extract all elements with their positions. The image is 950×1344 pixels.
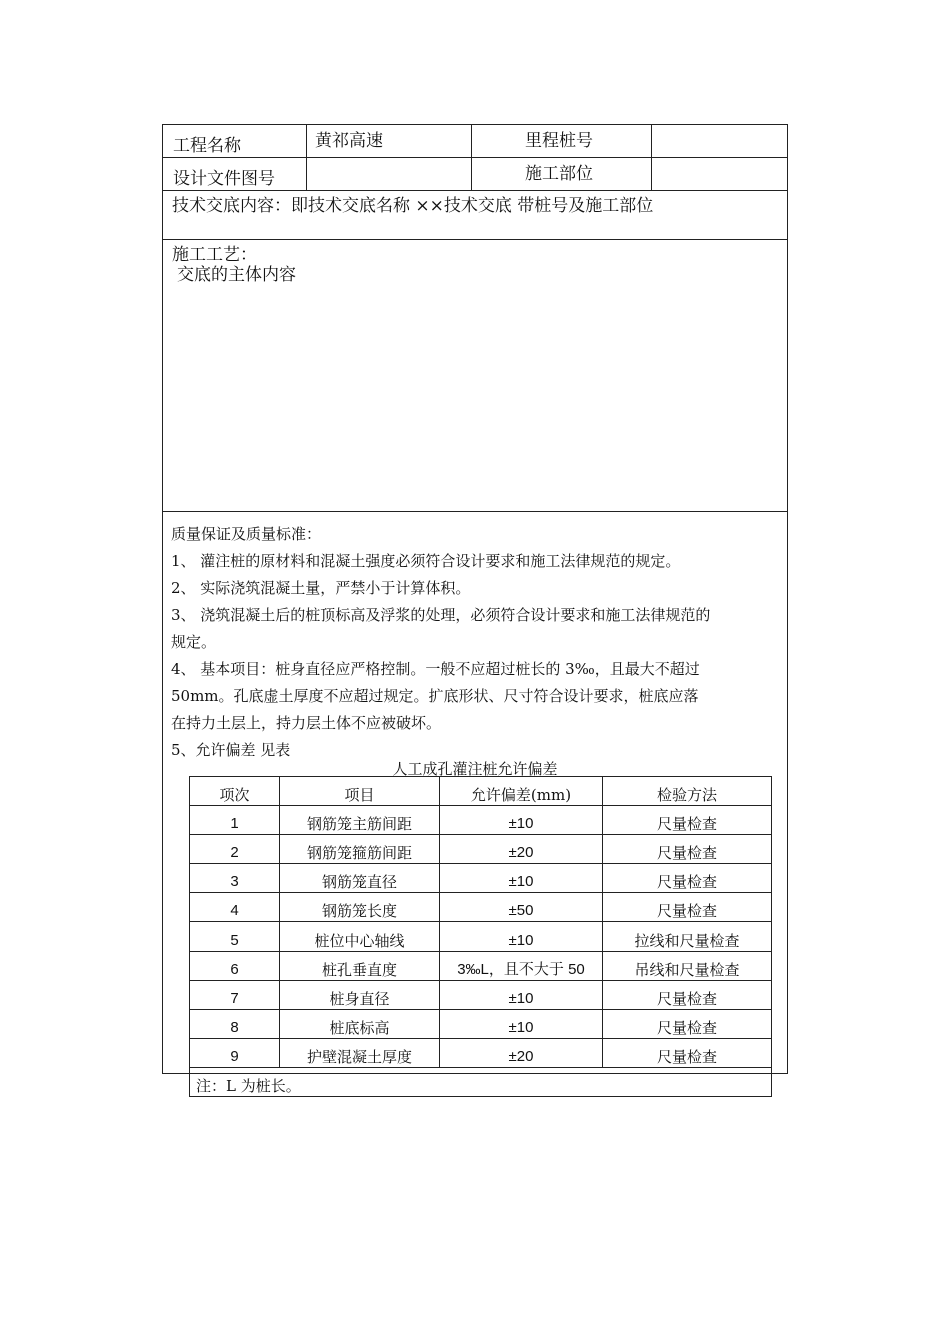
table-cell: 尺量检查 [603, 893, 772, 922]
project-name-value-cell [307, 125, 472, 157]
quality-line: 50mm。孔底虚土厚度不应超过规定。扩底形状、尺寸符合设计要求，桩底应落 [171, 687, 699, 705]
table-cell: 尺量检查 [603, 1038, 772, 1067]
table-cell: ±10 [440, 1009, 603, 1038]
table-row [190, 835, 772, 864]
table-row [190, 980, 772, 1009]
table-cell: ±10 [440, 864, 603, 893]
mileage-value-cell [652, 125, 787, 157]
table-note: 注：L 为桩长。 [190, 1067, 772, 1096]
mileage-label: 里程桩号 [525, 131, 593, 151]
quality-line: 规定。 [171, 633, 217, 651]
table-cell: 2 [190, 835, 280, 864]
quality-line: 4、 基本项目：桩身直径应严格控制。一般不应超过桩长的 3‰，且最大不超过 [171, 660, 700, 678]
quality-line: 1、 灌注桩的原材料和混凝土强度必须符合设计要求和施工法律规范的规定。 [171, 552, 681, 570]
table-row [190, 864, 772, 893]
project-name-value: 黄祁高速 [315, 131, 383, 151]
table-row [190, 951, 772, 980]
table-cell: 桩位中心轴线 [280, 922, 440, 951]
drawing-label-cell [163, 158, 307, 190]
table-cell: 钢筋笼箍筋间距 [280, 835, 440, 864]
header-row-1 [163, 125, 787, 158]
table-header-cell: 项目 [280, 777, 440, 806]
table-header-row [190, 777, 772, 806]
table-note-row [190, 1067, 772, 1096]
process-body: 交底的主体内容 [177, 265, 296, 285]
table-cell: 6 [190, 951, 280, 980]
disclosure-content-line: 技术交底内容：即技术交底名称 ××技术交底 带桩号及施工部位 [172, 196, 654, 216]
table-cell: 尺量检查 [603, 806, 772, 835]
table-row [190, 806, 772, 835]
table-cell: ±10 [440, 980, 603, 1009]
table-cell: ±10 [440, 806, 603, 835]
table-cell: 吊线和尺量检查 [603, 951, 772, 980]
mileage-label-cell [472, 125, 652, 157]
disclosure-content-row [163, 191, 787, 240]
table-row [190, 1038, 772, 1067]
quality-line: 3、 浇筑混凝土后的桩顶标高及浮浆的处理，必须符合设计要求和施工法律规范的 [171, 606, 711, 624]
table-cell: 1 [190, 806, 280, 835]
table-cell: 尺量检查 [603, 1009, 772, 1038]
table-cell: 4 [190, 893, 280, 922]
table-cell: 9 [190, 1038, 280, 1067]
table-cell: 桩孔垂直度 [280, 951, 440, 980]
table-cell: 桩底标高 [280, 1009, 440, 1038]
table-cell: 尺量检查 [603, 835, 772, 864]
project-name-label: 工程名称 [173, 136, 241, 156]
table-cell: 钢筋笼长度 [280, 893, 440, 922]
table-cell: ±20 [440, 1038, 603, 1067]
process-label: 施工工艺： [172, 245, 257, 265]
disclosure-form [162, 124, 788, 1096]
table-row [190, 1009, 772, 1038]
table-header-cell: 允许偏差(mm) [440, 777, 603, 806]
tolerance-table [189, 776, 772, 1097]
table-cell: 3‰L，且不大于 50 [440, 951, 603, 980]
table-cell: ±50 [440, 893, 603, 922]
table-cell: 5 [190, 922, 280, 951]
construction-process-row [163, 240, 787, 512]
project-name-label-cell [163, 125, 307, 157]
table-cell: 拉线和尺量检查 [603, 922, 772, 951]
quality-standards [171, 521, 771, 764]
table-header-cell: 检验方法 [603, 777, 772, 806]
table-header-cell: 项次 [190, 777, 280, 806]
quality-title: 质量保证及质量标准： [171, 525, 322, 543]
table-cell: 护壁混凝土厚度 [280, 1038, 440, 1067]
table-cell: 钢筋笼主筋间距 [280, 806, 440, 835]
table-row [190, 922, 772, 951]
drawing-value-cell [307, 158, 472, 190]
table-cell: 尺量检查 [603, 980, 772, 1009]
table-cell: 桩身直径 [280, 980, 440, 1009]
header-row-2 [163, 158, 787, 191]
table-cell: 8 [190, 1009, 280, 1038]
quality-line: 在持力土层上，持力层土体不应被破坏。 [171, 714, 442, 732]
table-cell: 钢筋笼直径 [280, 864, 440, 893]
quality-line: 2、 实际浇筑混凝土量，严禁小于计算体积。 [171, 579, 471, 597]
drawing-label: 设计文件图号 [173, 169, 275, 189]
part-label-cell [472, 158, 652, 190]
table-row [190, 893, 772, 922]
table-cell: ±10 [440, 922, 603, 951]
table-cell: 尺量检查 [603, 864, 772, 893]
part-value-cell [652, 158, 787, 190]
table-cell: ±20 [440, 835, 603, 864]
table-cell: 3 [190, 864, 280, 893]
table-cell: 7 [190, 980, 280, 1009]
quality-line: 5、允许偏差 见表 [171, 741, 291, 759]
tolerance-table-title: 人工成孔灌注桩允许偏差 [392, 760, 558, 778]
part-label: 施工部位 [525, 164, 593, 184]
